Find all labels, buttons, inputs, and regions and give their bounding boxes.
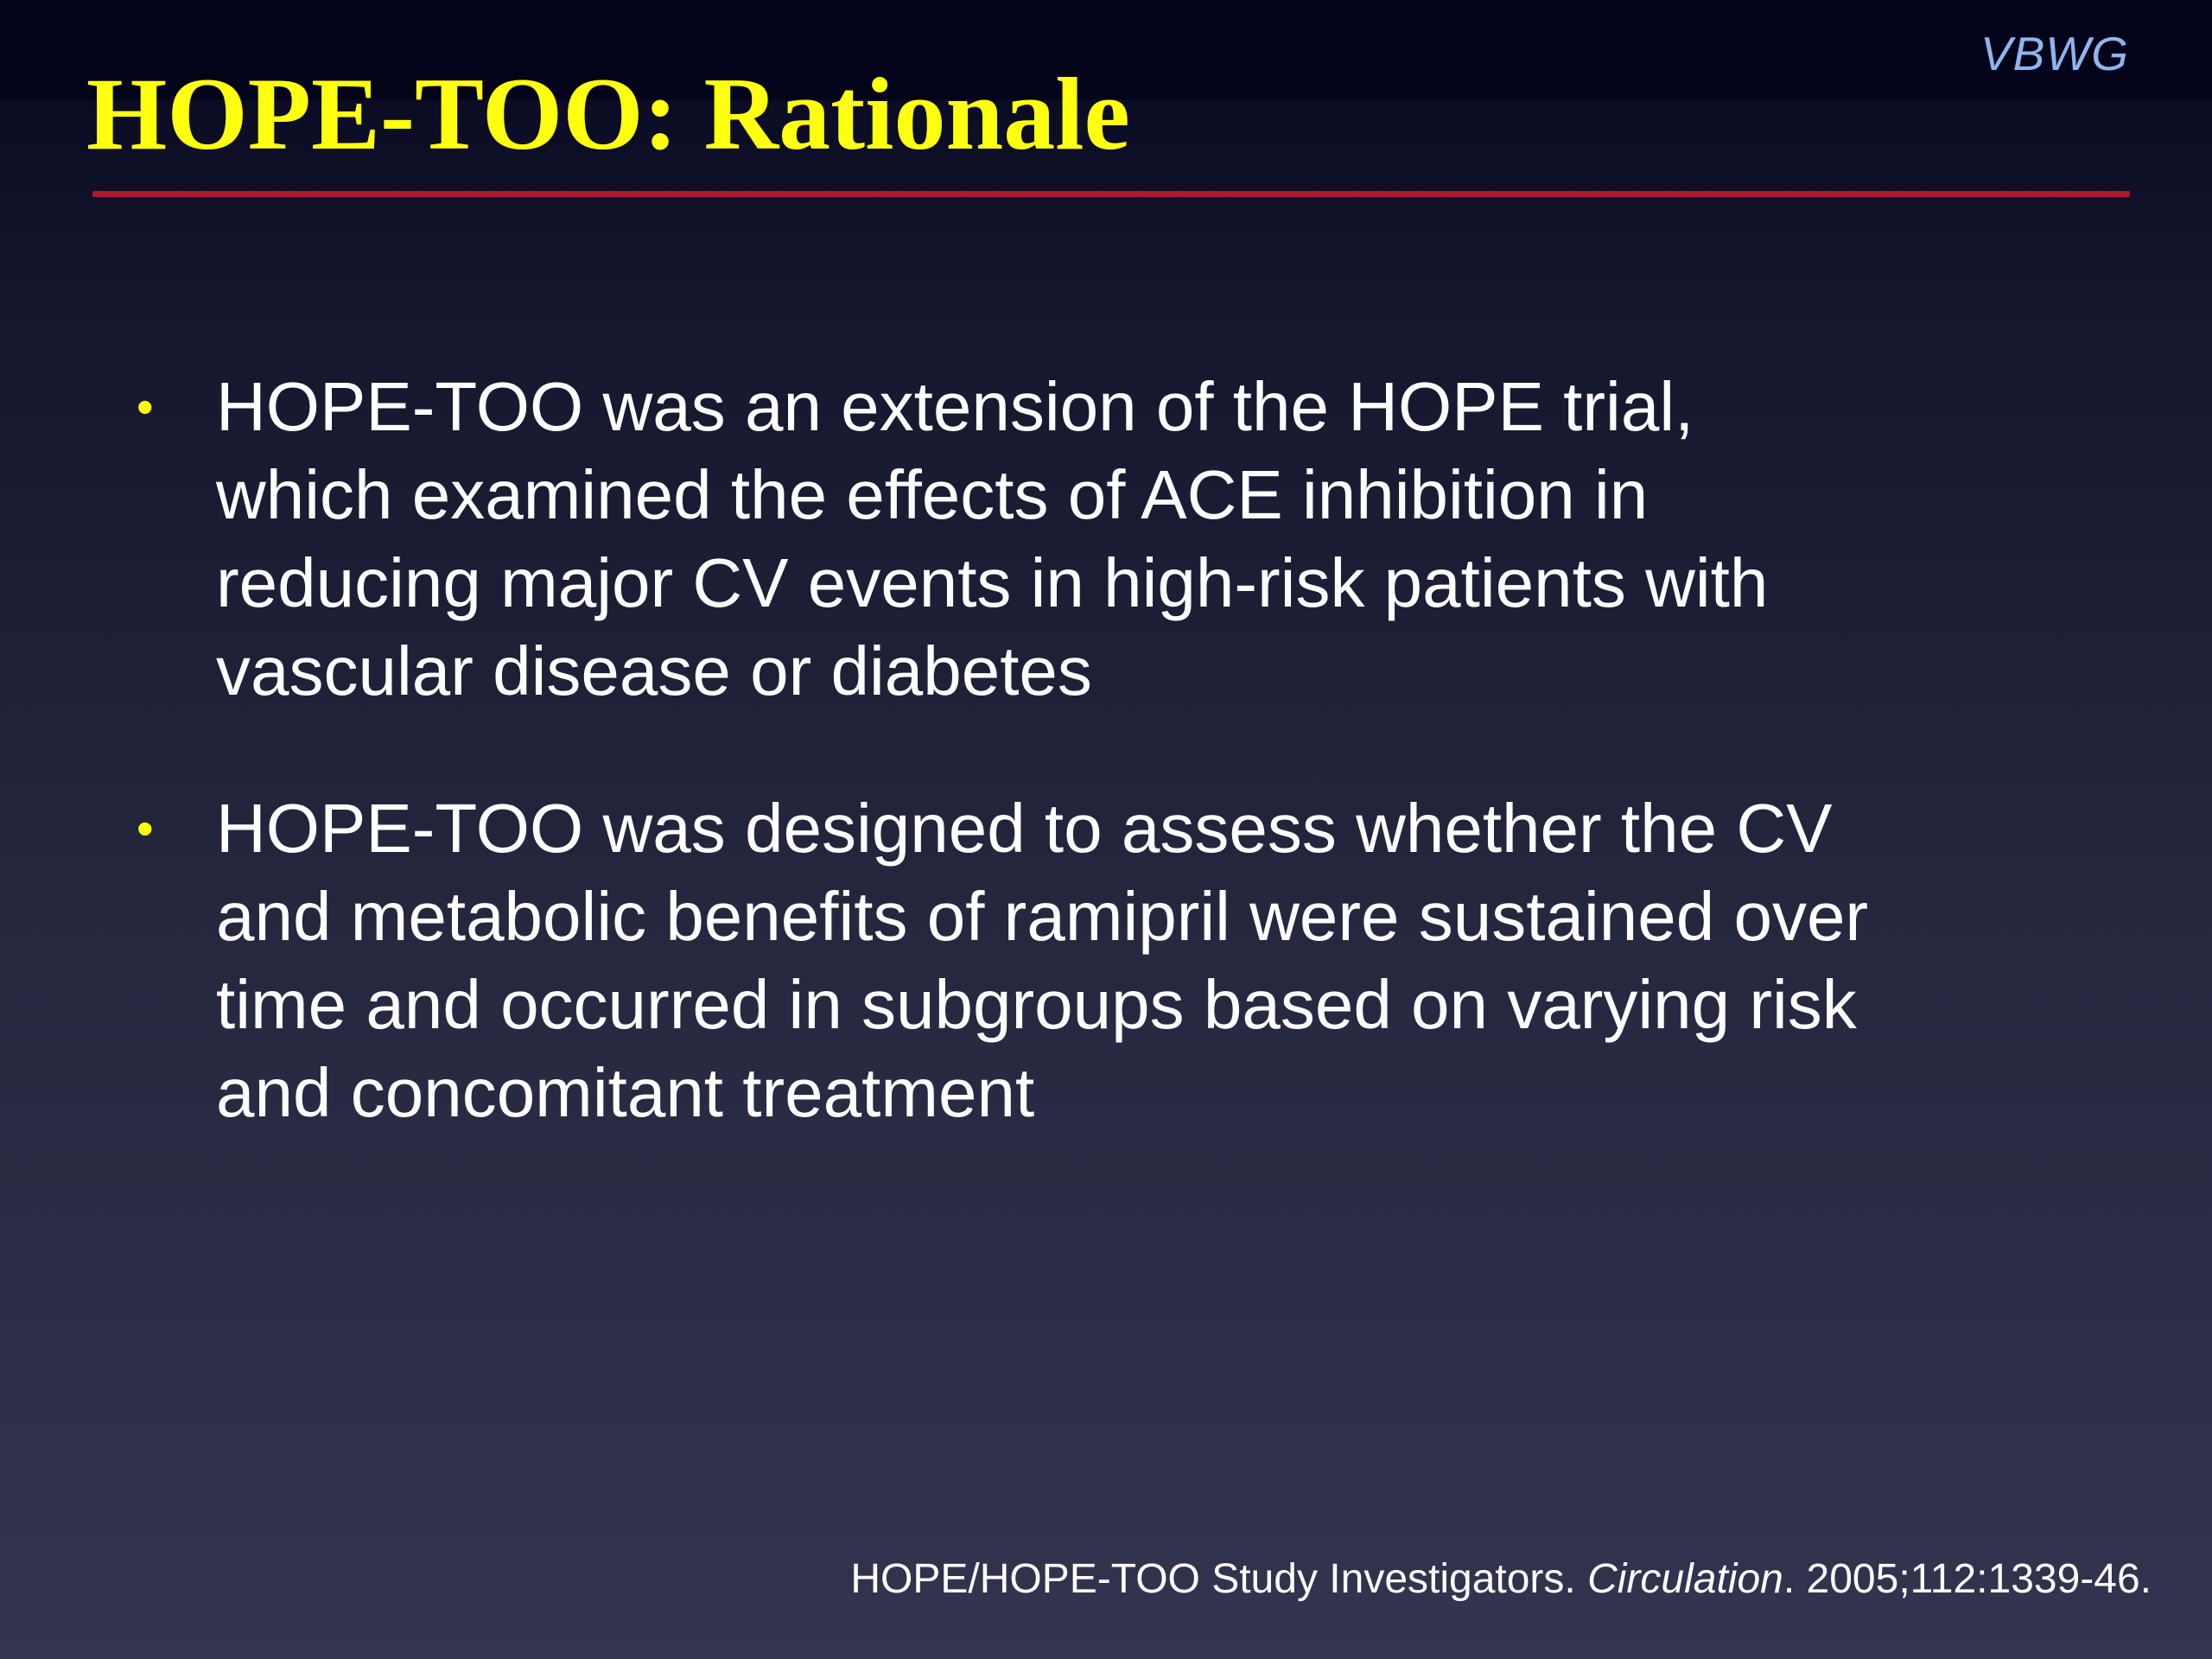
citation-journal: Circulation bbox=[1587, 1556, 1783, 1602]
bullet-marker-icon: • bbox=[137, 801, 154, 855]
bullet-text bbox=[216, 363, 2117, 715]
title-divider bbox=[92, 191, 2130, 197]
bullet-line: vascular disease or diabetes bbox=[216, 632, 1092, 709]
citation-details: . 2005;112:1339-46. bbox=[1783, 1556, 2152, 1602]
bullet-item bbox=[130, 363, 2117, 715]
bullet-line: and metabolic benefits of ramipril were sustained over bbox=[216, 878, 1869, 955]
slide-title: HOPE-TOO: Rationale bbox=[86, 56, 1130, 171]
bullet-list bbox=[130, 363, 2117, 1206]
brand-logo-text: VBWG bbox=[1980, 27, 2129, 80]
citation bbox=[850, 1555, 2152, 1604]
bullet-line: time and occurred in subgroups based on varying risk bbox=[216, 966, 1857, 1043]
bullet-line: HOPE-TOO was designed to assess whether the CV bbox=[216, 790, 1833, 867]
bullet-text bbox=[216, 785, 2117, 1137]
citation-authors: HOPE/HOPE-TOO Study Investigators. bbox=[850, 1556, 1588, 1602]
bullet-line: reducing major CV events in high-risk patients with bbox=[216, 544, 1769, 621]
bullet-line: which examined the effects of ACE inhibition in bbox=[216, 456, 1649, 533]
bullet-line: HOPE-TOO was an extension of the HOPE trial, bbox=[216, 368, 1694, 445]
bullet-marker-icon: • bbox=[137, 379, 154, 434]
bullet-line: and concomitant treatment bbox=[216, 1054, 1035, 1131]
bullet-item bbox=[130, 785, 2117, 1137]
